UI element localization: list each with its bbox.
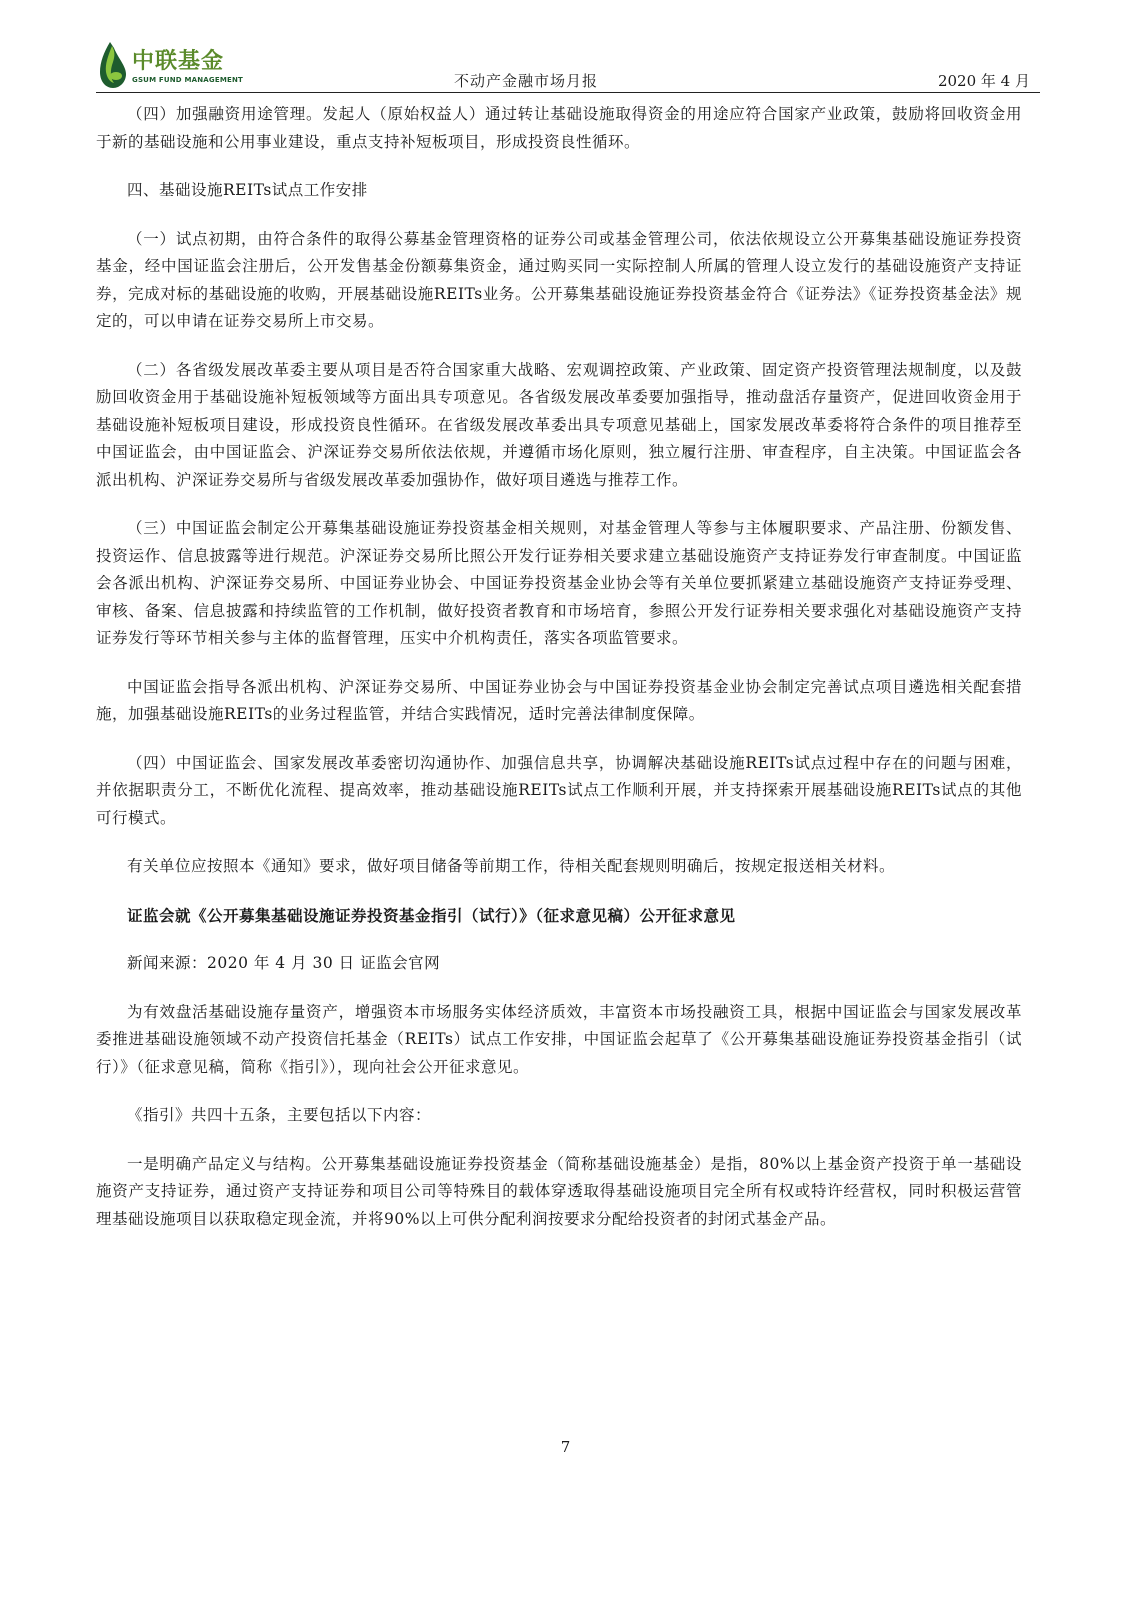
- section-heading-pilot-arrangement: 四、基础设施REITs试点工作安排: [127, 181, 368, 199]
- report-title: 不动产金融市场月报: [454, 72, 599, 90]
- paragraph-pilot-item-2: （二）各省级发展改革委主要从项目是否符合国家重大战略、宏观调控政策、产业政策、固定资产投资管理法规制度，以及鼓励回收资金用于基础设施补短板领域等方面出具专项意见。各省级发展改革委要加强指导，推动盘活存量资产，促进回收资金用于基础设施补短板项目建设，形成投资良性循环。在省级发展改革委出具专项意见基础上，国家发展改革委将符合条件的项目推荐至中国证监会，由中国证监会、沪深证券交易所依法依规，并遵循市场化原则，独立履行注册、审查程序，自主决策。中国证监会各派出机构、沪深证券交易所与省级发展改革委加强协作，做好项目遴选与推荐工作。: [96, 360, 1022, 489]
- logo-mark-icon: [96, 40, 130, 90]
- paragraph-pilot-item-3: （三）中国证监会制定公开募集基础设施证券投资基金相关规则，对基金管理人等参与主体履职要求、产品注册、份额发售、投资运作、信息披露等进行规范。沪深证券交易所比照公开发行证券相关要求建立基础设施资产支持证券发行审查制度。中国证监会各派出机构、沪深证券交易所、中国证券业协会、中国证券投资基金业协会等有关单位要抓紧建立基础设施资产支持证券受理、审核、备案、信息披露和持续监管的工作机制，做好投资者教育和市场培育，参照公开发行证券相关要求强化对基础设施资产支持证券发行等环节相关参与主体的监督管理，压实中介机构责任，落实各项监管要求。: [96, 519, 1022, 647]
- paragraph-guideline-intro: 为有效盘活基础设施存量资产，增强资本市场服务实体经济质效，丰富资本市场投融资工具，根据中国证监会与国家发展改革委推进基础设施领域不动产投资信托基金（REITs）试点工作安排，中国证监会起草了《公开募集基础设施证券投资基金指引（试行）》（征求意见稿，简称《指引》），现向社会公开征求意见。: [96, 1002, 1022, 1076]
- paragraph-notice-requirement: 有关单位应按照本《通知》要求，做好项目储备等前期工作，待相关配套规则明确后，按规定报送相关材料。: [127, 857, 896, 875]
- paragraph-financing-use: （四）加强融资用途管理。发起人（原始权益人）通过转让基础设施取得资金的用途应符合国家产业政策，鼓励将回收资金用于新的基础设施和公用事业建设，重点支持补短板项目，形成投资良性循环。: [96, 105, 1022, 151]
- news-source: 新闻来源：2020 年 4 月 30 日 证监会官网: [127, 954, 441, 972]
- logo-english-name: GSUM FUND MANAGEMENT: [132, 76, 244, 84]
- paragraph-pilot-item-1: （一）试点初期，由符合条件的取得公募基金管理资格的证券公司或基金管理公司，依法依规设立公开募集基础设施证券投资基金，经中国证监会注册后，公开发售基金份额募集资金，通过购买同一实际控制人所属的管理人设立发行的基础设施资产支持证券，完成对标的基础设施的收购，开展基础设施REITs业务。公开募集基础设施证券投资基金符合《证券法》《证券投资基金法》规定的，可以申请在证券交易所上市交易。: [96, 229, 1022, 330]
- paragraph-guideline-summary: 《指引》共四十五条，主要包括以下内容：: [127, 1106, 432, 1124]
- paragraph-csrc-guidance: 中国证监会指导各派出机构、沪深证券交易所、中国证券业协会与中国证券投资基金业协会制定完善试点项目遴选相关配套措施，加强基础设施REITs的业务过程监管，并结合实践情况，适时完善法律制度保障。: [96, 677, 1022, 723]
- company-logo: [96, 40, 246, 90]
- news-headline: 证监会就《公开募集基础设施证券投资基金指引（试行）》（征求意见稿）公开征求意见: [127, 905, 736, 925]
- paragraph-product-definition: 一是明确产品定义与结构。公开募集基础设施证券投资基金（简称基础设施基金）是指，80%以上基金资产投资于单一基础设施资产支持证券，通过资产支持证券和项目公司等特殊目的载体穿透取得基础设施项目完全所有权或特许经营权，同时积极运营管理基础设施项目以获取稳定现金流，并将90%以上可供分配利润按要求分配给投资者的封闭式基金产品。: [96, 1154, 1022, 1228]
- paragraph-pilot-item-4: （四）中国证监会、国家发展改革委密切沟通协作、加强信息共享，协调解决基础设施REITs试点过程中存在的问题与困难，并依据职责分工，不断优化流程、提高效率，推动基础设施REITs试点工作顺利开展，并支持探索开展基础设施REITs试点的其他可行模式。: [96, 753, 1022, 827]
- logo-chinese-name: 中联基金: [132, 49, 225, 74]
- header-divider: [96, 92, 1040, 93]
- report-date: 2020 年 4 月: [937, 72, 1030, 90]
- page-header: [96, 40, 1040, 92]
- page-number: 7: [560, 1438, 571, 1456]
- document-body: [96, 101, 1022, 1233]
